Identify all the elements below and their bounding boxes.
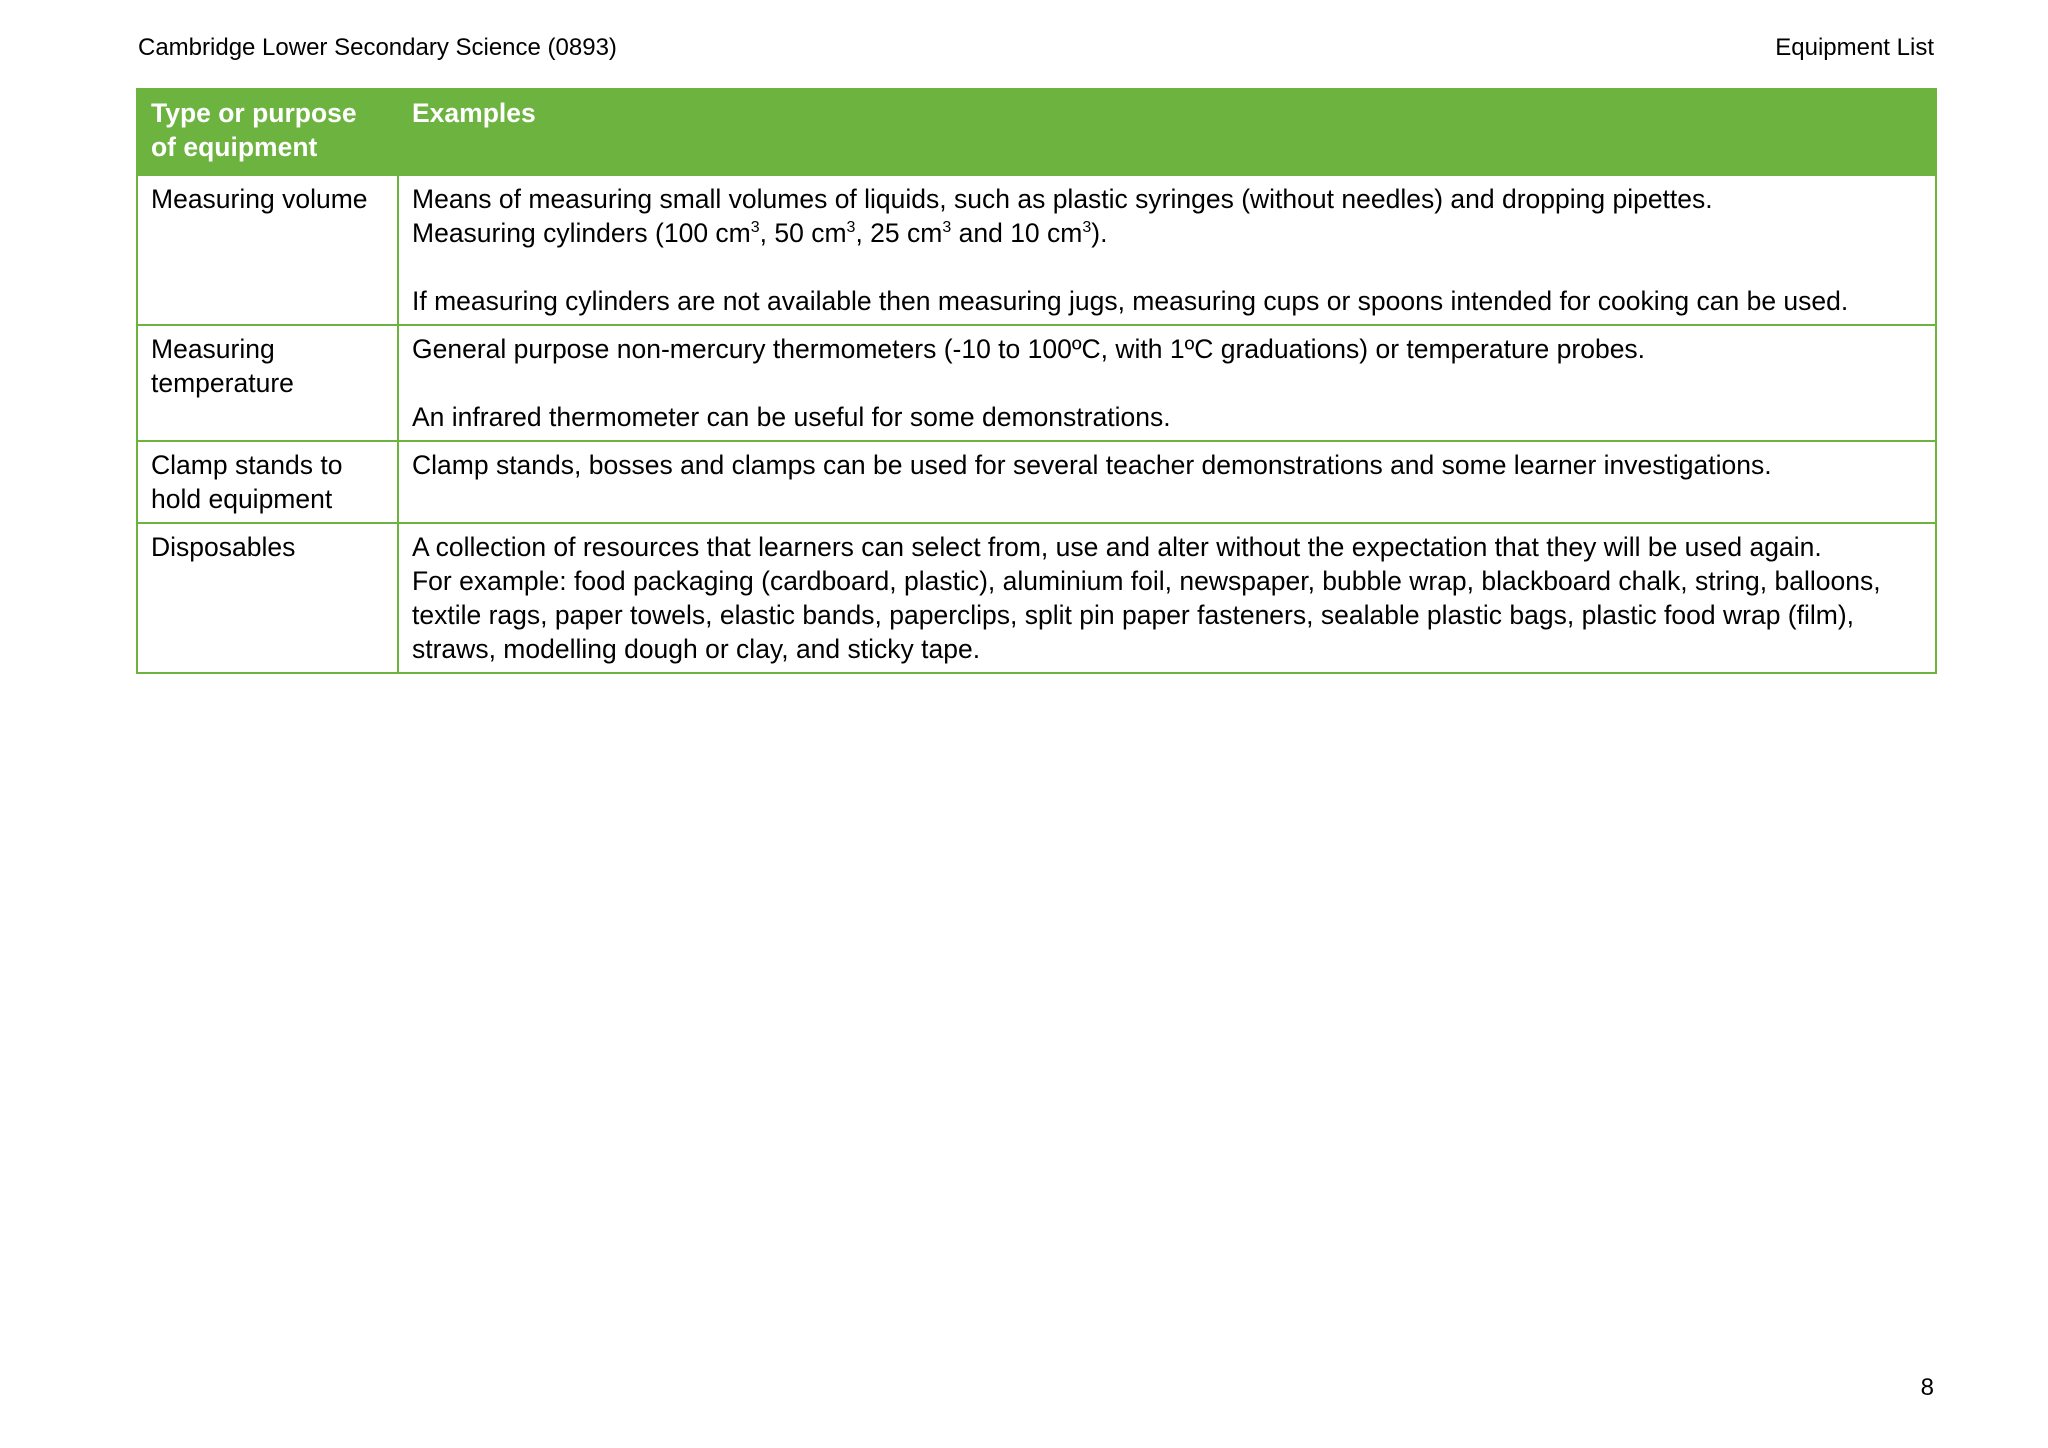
row-type-cell: Disposables (137, 523, 398, 673)
examples-paragraph: If measuring cylinders are not available then measuring jugs, measuring cups or spoons intended for cooking can be used. (412, 286, 1849, 316)
examples-paragraph: For example: food packaging (cardboard, plastic), aluminium foil, newspaper, bubble wrap, blackboard chalk, string, balloons, textile rags, paper towels, elastic bands, paperclips, split pin paper fasteners, sealable plastic bags, plastic food wrap (film), straws, modelling dough or clay, and sticky tape. (412, 566, 1881, 664)
superscript: 3 (1082, 219, 1092, 237)
examples-paragraph: Clamp stands, bosses and clamps can be used for several teacher demonstrations and some learner investigations. (412, 450, 1772, 480)
table-row (137, 325, 1936, 441)
examples-paragraph: Means of measuring small volumes of liquids, such as plastic syringes (without needles) and dropping pipettes. (412, 184, 1713, 214)
text-run: and 10 cm (951, 218, 1083, 248)
column-header-type: Type or purpose of equipment (137, 89, 398, 175)
text-run: Measuring cylinders (100 cm (412, 218, 751, 248)
row-type-cell: Measuring temperature (137, 325, 398, 441)
equipment-table (136, 88, 1937, 674)
superscript: 3 (750, 219, 760, 237)
superscript: 3 (846, 219, 856, 237)
row-type-cell: Measuring volume (137, 175, 398, 325)
page-number: 8 (1920, 1374, 1934, 1401)
row-examples-cell (398, 523, 1936, 673)
text-run: ). (1091, 218, 1108, 248)
table-row (137, 523, 1936, 673)
examples-paragraph: A collection of resources that learners can select from, use and alter without the expectation that they will be used again. (412, 532, 1822, 562)
examples-paragraph: General purpose non-mercury thermometers (-10 to 100ºC, with 1ºC graduations) or temperature probes. (412, 334, 1646, 364)
row-examples-cell (398, 175, 1936, 325)
examples-paragraph (412, 216, 1923, 250)
paragraph-gap (412, 366, 1923, 400)
table-row (137, 175, 1936, 325)
section-title: Equipment List (1775, 34, 1934, 61)
superscript: 3 (942, 219, 952, 237)
text-run: , 25 cm (855, 218, 943, 248)
table-row (137, 441, 1936, 523)
row-examples-cell (398, 325, 1936, 441)
row-examples-cell (398, 441, 1936, 523)
text-run: , 50 cm (759, 218, 847, 248)
document-title: Cambridge Lower Secondary Science (0893) (138, 34, 617, 61)
row-type-cell: Clamp stands to hold equipment (137, 441, 398, 523)
paragraph-gap (412, 250, 1923, 284)
examples-paragraph: An infrared thermometer can be useful for some demonstrations. (412, 402, 1171, 432)
table-header-row (137, 89, 1936, 175)
column-header-examples: Examples (398, 89, 1936, 175)
